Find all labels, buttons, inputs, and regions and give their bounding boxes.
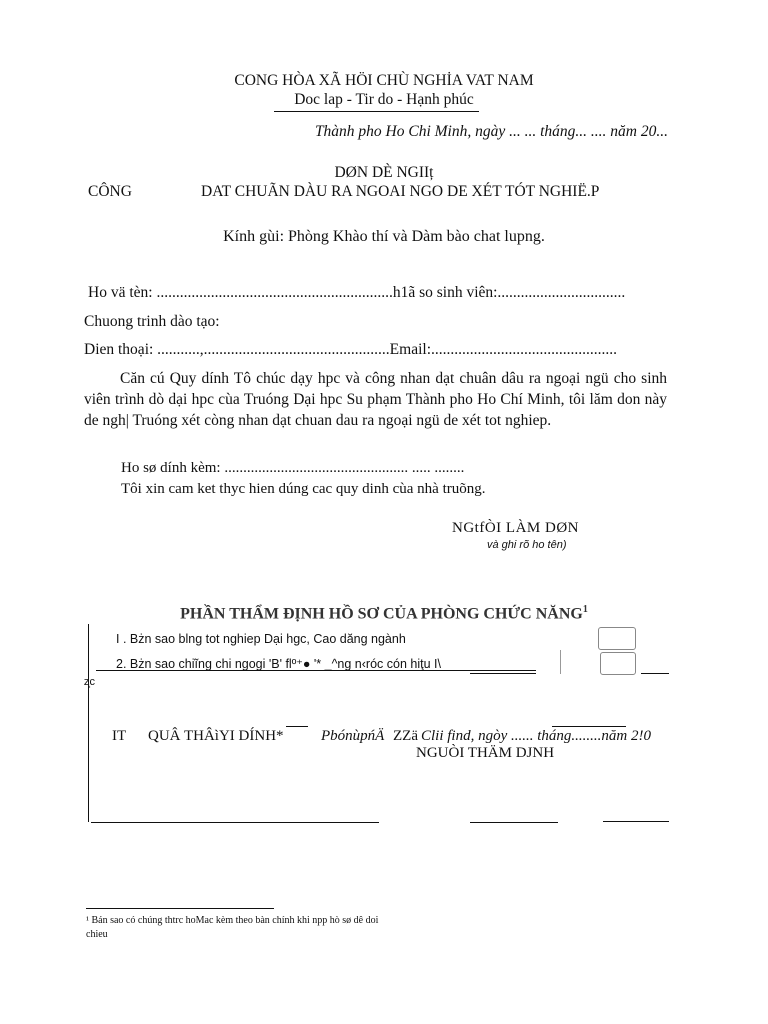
- review-left-border: [88, 624, 89, 822]
- place-date: Thành pho Ho Chi Minh, ngày ... ... tháng... .... năm 20...: [314, 123, 668, 140]
- bottom-line-middle: [470, 822, 558, 823]
- national-title: CONG HÒA XÃ HÖI CHÙ NGHİA VAT NAM: [234, 72, 534, 89]
- result-date: Clii find, ngòy ...... tháng........năm 2!0: [421, 728, 651, 744]
- signature-note: và ghi rõ ho tên): [487, 539, 567, 551]
- result-label: QUÂ THÂìYI DÍNH*: [148, 728, 284, 744]
- footnote-text: ¹ Bán sao có chúng thtrc hoMac kèm theo bàn chính khi npp hò sø dê doi: [86, 915, 379, 926]
- form-title-left: CÔNG: [88, 183, 132, 200]
- phone-email-field: Dien thoại: ...........,................................................Email:................................................: [84, 341, 618, 358]
- attachments-line: Ho sø dính kèm: ................................................. ..... ........: [121, 460, 465, 476]
- result-zz: ZZä: [393, 728, 418, 744]
- name-student-id-field: Ho vä tèn: .............................................................h1ã so sinh viên:.................................: [88, 284, 626, 301]
- result-blank: [286, 726, 308, 727]
- signature-label: NGtfÒI LÀM DØN: [452, 520, 579, 536]
- result-place: PbónùpńÄ: [321, 728, 385, 744]
- motto: Doc lap - Tir do - Hạnh phúc: [294, 91, 474, 108]
- reviewer-label: NGUÒI THÄM DJNH: [416, 745, 555, 761]
- recipient: Kính gùi: Phòng Khào thí và Dàm bào chat lupng.: [223, 228, 545, 245]
- review-item-1-checkbox[interactable]: [598, 627, 636, 650]
- footnote-cont: chieu: [86, 929, 108, 940]
- request-paragraph: Căn cú Quy dính Tô chúc dạy hpc và công nhan dạt chuân dâu ra ngoại ngü cho sinh viên trình dò dại hpc cùa Truóng Dại hpc Su phạm Thành pho Ho Chí Minh, tôi lăm don này de ngh| Truóng xét còng nhan dạt chuan dau ra ngoại ngü de xét tot nghiep.: [84, 370, 667, 429]
- review-item-2: 2. Bżn sao chiĩng chi ngogi 'B' flº⁺● '* _^ng n‹róc cón hiţu I\: [116, 657, 441, 671]
- motto-underline: [274, 111, 479, 112]
- review-item-1: I . Bżn sao blng tot nghiep Dại hgc, Cao dăng ngành: [116, 632, 406, 646]
- review-section-title: PHẦN THẨM ĐỊNH HỒ SƠ CỦA PHÒNG CHỨC NĂNG$^1$: [180, 604, 588, 623]
- checkbox-column-divider: [560, 650, 561, 674]
- form-title-main: DAT CHUÃN DÀU RA NGOAI NGO DE XÉT TÓT NGHIË.P: [201, 183, 600, 200]
- bottom-line-right: [603, 821, 669, 822]
- commitment-line: Tôi xin cam ket thyc hien dúng cac quy dinh cùa nhà truõng.: [121, 481, 486, 497]
- result-it: IT: [112, 728, 127, 744]
- item-2-right-blank: [641, 673, 669, 674]
- footnote-separator: [86, 908, 274, 909]
- item-2-blank-line: [470, 673, 536, 674]
- bottom-line-left: [91, 822, 379, 823]
- review-item-2-checkbox[interactable]: [600, 652, 636, 675]
- form-title-line1: DØN DÈ NGIIț: [334, 164, 434, 181]
- result-date-blank: [552, 726, 626, 727]
- review-item-2-cont: ʐc: [84, 676, 95, 688]
- program-field: Chuong trinh dào tạo:: [84, 313, 220, 330]
